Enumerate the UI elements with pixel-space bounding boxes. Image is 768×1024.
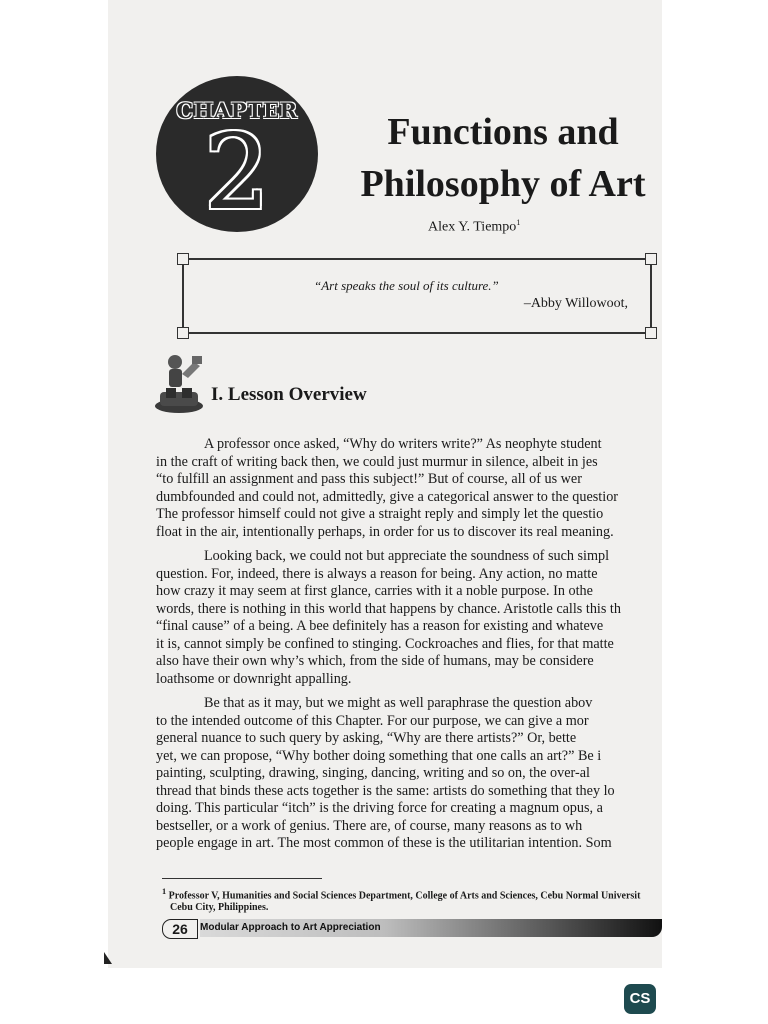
footnote-line1: Professor V, Humanities and Social Sciences Department, College of Arts and Sciences, Cebu Normal Universit — [168, 890, 641, 902]
paragraph-1 — [156, 436, 662, 541]
text-line: thread that binds these acts together is the same: artists do something that they lo — [156, 782, 615, 799]
document-page — [108, 0, 662, 968]
text-line: bestseller, or a work of genius. There are, of course, many reasons as to wh — [156, 817, 583, 834]
author-name: Alex Y. Tiempo — [428, 219, 517, 235]
author-footnote-mark: 1 — [516, 218, 521, 227]
text-line: A professor once asked, “Why do writers write?” As neophyte student — [204, 436, 602, 452]
camscanner-logo-icon[interactable]: CS — [624, 984, 656, 1014]
text-line: to the intended outcome of this Chapter. For our purpose, we can give a mor — [156, 712, 589, 729]
book-title: Modular Approach to Art Appreciation — [200, 922, 381, 933]
epigraph-quote: “Art speaks the soul of its culture.” — [314, 278, 499, 293]
text-line: question. For, indeed, there is always a reason for being. Any action, no matte — [156, 565, 598, 582]
reading-figure-icon — [152, 352, 206, 414]
footnote-divider — [162, 878, 322, 879]
text-line: also have their own why’s which, from the side of humans, may be considere — [156, 653, 594, 669]
text-line: it is, cannot simply be confined to stinging. Cockroaches and flies, for that matte — [156, 635, 614, 652]
footnote-line2: Cebu City, Philippines. — [170, 902, 269, 914]
author-line — [428, 218, 520, 236]
text-line: in the craft of writing back then, we could just murmur in silence, albeit in jes — [156, 453, 598, 470]
page-footer — [162, 919, 662, 939]
chapter-badge — [156, 76, 318, 232]
text-line: people engage in art. The most common of these is the utilitarian intention. Som — [156, 835, 612, 851]
page-fold-mark — [104, 952, 112, 964]
text-line: how crazy it may seem at first glance, carries with it a noble purpose. In othe — [156, 583, 593, 599]
epigraph-box — [182, 258, 652, 334]
text-line: doing. This particular “itch” is the driving force for creating a magnum opus, a — [156, 800, 603, 816]
frame-corner — [177, 253, 189, 265]
text-line: The professor himself could not give a straight reply and simply let the questio — [156, 506, 604, 522]
chapter-title — [348, 106, 658, 210]
chapter-title-line1: Functions and — [387, 111, 619, 153]
text-line: dumbfounded and could not, admittedly, give a categorical answer to the questior — [156, 488, 619, 505]
text-line: Looking back, we could not but appreciate the soundness of such simpl — [204, 548, 610, 564]
lesson-heading: I. Lesson Overview — [211, 384, 367, 405]
text-line: yet, we can propose, “Why bother doing something that one calls an art?” Be i — [156, 747, 602, 764]
chapter-label: CHAPTER — [176, 98, 298, 123]
text-line: words, there is nothing in this world that happens by chance. Aristotle calls this th — [156, 600, 621, 617]
text-line: “final cause” of a being. A bee definitely has a reason for existing and whateve — [156, 618, 604, 634]
footnote — [162, 886, 662, 914]
footnote-mark: 1 — [162, 887, 167, 896]
paragraph-2 — [156, 548, 662, 688]
text-line: painting, sculpting, drawing, singing, dancing, writing and so on, the over-al — [156, 765, 590, 781]
chapter-number: 2 — [203, 111, 271, 233]
text-line: loathsome or downright appalling. — [156, 670, 352, 687]
paragraph-3 — [156, 695, 662, 853]
page-number: 26 — [162, 919, 198, 939]
text-line: general nuance to such query by asking, “Why are there artists?” Or, bette — [156, 730, 577, 746]
text-line: float in the air, intentionally perhaps, in order for us to discover its real meaning. — [156, 523, 614, 540]
text-line: Be that as it may, but we might as well paraphrase the question abov — [204, 695, 593, 711]
frame-corner — [645, 327, 657, 339]
epigraph-attribution: –Abby Willowoot, — [523, 296, 628, 311]
text-line: “to fulfill an assignment and pass this subject!” But of course, all of us wer — [156, 471, 582, 487]
frame-corner — [177, 327, 189, 339]
frame-corner — [645, 253, 657, 265]
chapter-title-line2: Philosophy of Art — [360, 163, 646, 205]
